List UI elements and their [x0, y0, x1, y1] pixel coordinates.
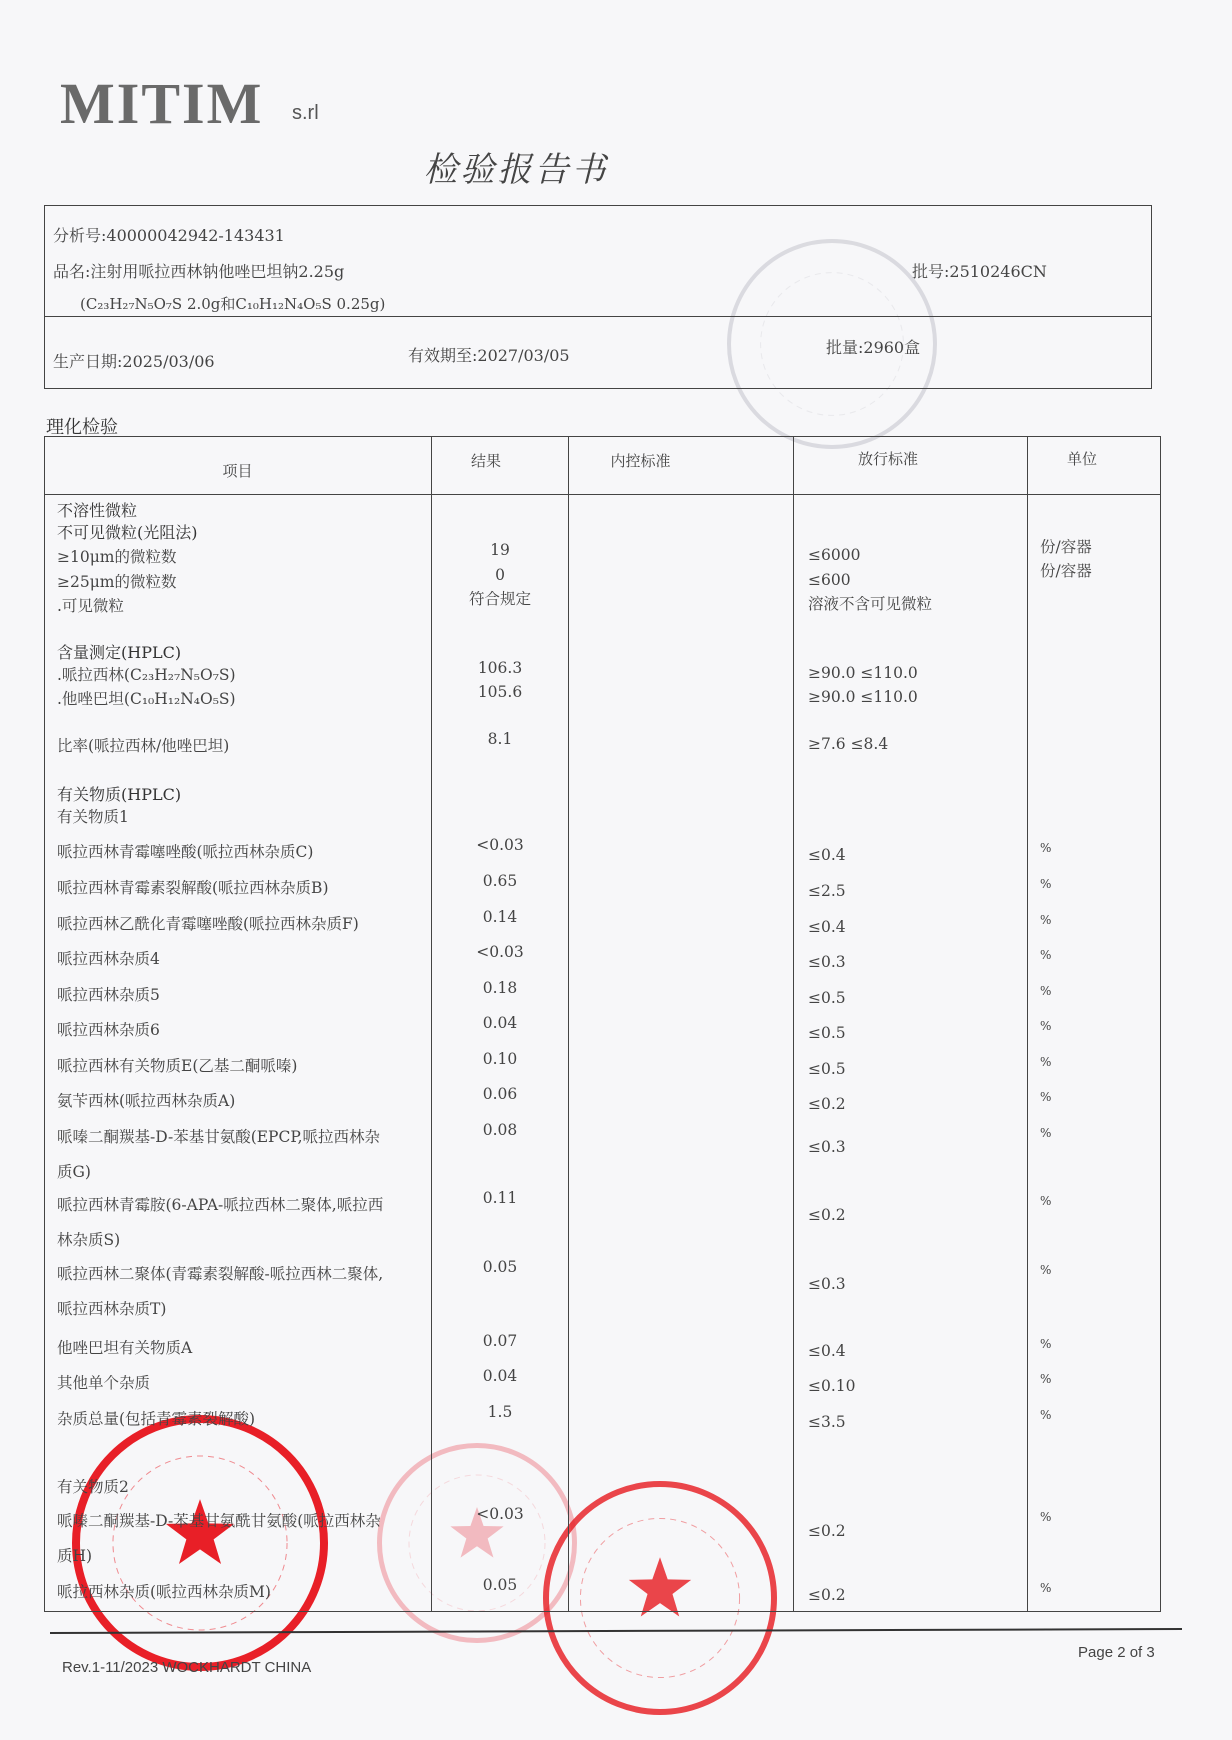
page-number: Page 2 of 3	[1078, 1644, 1155, 1661]
row-unit: %	[1040, 1126, 1052, 1140]
row-release-standard: ≤0.5	[808, 989, 846, 1007]
row-item-name: ≥25μm的微粒数	[57, 573, 177, 591]
row-item-name: 哌拉西林青霉噻唑酸(哌拉西林杂质C)	[57, 843, 314, 861]
company-logo-suffix: s.rl	[292, 102, 319, 124]
row-item-name: 哌拉西林杂质5	[57, 986, 160, 1004]
row-item-name: 哌拉西林杂质(哌拉西林杂质M)	[57, 1583, 271, 1601]
row-item-name: 林杂质S)	[57, 1231, 121, 1249]
section-title: 理化检验	[46, 417, 118, 438]
row-item-name: 哌拉西林杂质4	[57, 950, 160, 968]
row-unit: %	[1040, 984, 1052, 998]
row-item-name: 其他单个杂质	[57, 1374, 151, 1392]
batch-number: 批号:2510246CN	[912, 262, 1047, 281]
row-release-standard: ≤600	[808, 571, 851, 589]
row-release-standard: ≤0.10	[808, 1377, 856, 1395]
row-result: 0.05	[482, 1258, 518, 1276]
row-result: 0.08	[482, 1121, 518, 1139]
row-item-name: 杂质总量(包括青霉素裂解酸)	[57, 1410, 256, 1428]
row-unit: %	[1040, 1372, 1052, 1386]
row-unit: %	[1040, 841, 1052, 855]
row-release-standard: ≤0.3	[808, 1138, 846, 1156]
row-result: 0.04	[482, 1367, 518, 1385]
row-unit: %	[1040, 913, 1052, 927]
row-release-standard: ≤2.5	[808, 882, 846, 900]
row-release-standard: ≤0.5	[808, 1060, 846, 1078]
company-logo: MITIM	[60, 71, 264, 136]
row-group-label: 有关物质2	[57, 1478, 129, 1496]
row-unit: %	[1040, 1337, 1052, 1351]
row-unit: %	[1040, 1510, 1052, 1524]
row-item-name: 哌嗪二酮羰基-D-苯基甘氨酸(EPCP,哌拉西林杂	[57, 1128, 381, 1146]
expiry-date: 有效期至:2027/03/05	[408, 346, 570, 365]
row-unit: 份/容器	[1040, 538, 1092, 556]
row-unit: %	[1040, 1019, 1052, 1033]
row-item-name: 氨苄西林(哌拉西林杂质A)	[57, 1092, 236, 1110]
row-unit: %	[1040, 1408, 1052, 1422]
row-unit: %	[1040, 1581, 1052, 1595]
row-unit: %	[1040, 948, 1052, 962]
row-item-name: 质H)	[57, 1547, 93, 1565]
row-result: 8.1	[487, 730, 513, 748]
row-item-name: 哌拉西林杂质6	[57, 1021, 160, 1039]
analysis-number: 分析号:40000042942-143431	[53, 226, 285, 245]
row-release-standard: 溶液不含可见微粒	[808, 595, 933, 613]
page-title: 检验报告书	[423, 150, 609, 190]
row-item-name: .他唑巴坦(C₁₀H₁₂N₄O₅S)	[57, 690, 236, 708]
product-name: 品名:注射用哌拉西林钠他唑巴坦钠2.25g	[53, 262, 345, 281]
row-release-standard: ≤3.5	[808, 1413, 846, 1431]
row-unit: 份/容器	[1040, 562, 1092, 580]
row-result: <0.03	[476, 1505, 524, 1523]
row-result: 0.18	[482, 979, 518, 997]
column-divider	[1027, 436, 1028, 1611]
row-result: 0.07	[482, 1332, 518, 1350]
column-header-internal-standard: 内控标准	[610, 452, 671, 470]
column-header-release-standard: 放行标准	[857, 450, 918, 468]
batch-size: 批量:2960盒	[826, 338, 921, 357]
row-result: 0.14	[482, 908, 518, 926]
row-result: 0.65	[482, 872, 518, 890]
header-divider	[44, 316, 1152, 317]
row-release-standard: ≤0.2	[808, 1206, 846, 1224]
column-header-item: 项目	[222, 462, 253, 480]
row-release-standard: ≥90.0 ≤110.0	[808, 664, 918, 682]
row-group-label: 有关物质1	[57, 808, 129, 826]
row-item-name: 哌拉西林杂质T)	[57, 1300, 167, 1318]
row-release-standard: ≤0.4	[808, 918, 846, 936]
row-item-name: 哌拉西林青霉素裂解酸(哌拉西林杂质B)	[57, 879, 329, 897]
table-header-divider	[44, 494, 1161, 495]
column-header-result: 结果	[470, 452, 501, 470]
footer-revision: Rev.1-11/2023 WOCKHARDT CHINA	[62, 1659, 312, 1676]
row-result: 0.05	[482, 1576, 518, 1594]
row-result: 0.10	[482, 1050, 518, 1068]
row-result: 0.11	[482, 1189, 518, 1207]
row-release-standard: ≤0.5	[808, 1024, 846, 1042]
row-unit: %	[1040, 1263, 1052, 1277]
row-group-label: 不可见微粒(光阻法)	[57, 523, 198, 542]
row-release-standard: ≥90.0 ≤110.0	[808, 688, 918, 706]
row-group-label: 有关物质(HPLC)	[57, 785, 182, 804]
row-release-standard: ≤0.4	[808, 1342, 846, 1360]
row-release-standard: ≤0.3	[808, 1275, 846, 1293]
row-item-name: 哌拉西林二聚体(青霉素裂解酸-哌拉西林二聚体,	[57, 1265, 384, 1283]
row-item-name: 比率(哌拉西林/他唑巴坦)	[57, 737, 230, 755]
row-result: <0.03	[476, 943, 524, 961]
row-item-name: 质G)	[57, 1163, 91, 1181]
row-release-standard: ≥7.6 ≤8.4	[808, 735, 889, 753]
row-item-name: 他唑巴坦有关物质A	[57, 1339, 193, 1357]
row-result: 1.5	[487, 1403, 513, 1421]
column-divider	[431, 436, 432, 1611]
row-unit: %	[1040, 1090, 1052, 1104]
row-release-standard: ≤0.2	[808, 1522, 846, 1540]
column-divider	[793, 436, 794, 1611]
row-item-name: 哌拉西林有关物质E(乙基二酮哌嗪)	[57, 1057, 298, 1075]
production-date: 生产日期:2025/03/06	[53, 352, 215, 371]
row-item-name: 哌嗪二酮羰基-D-苯基甘氨酰甘氨酸(哌拉西林杂	[57, 1512, 381, 1530]
row-result: 0.06	[482, 1085, 518, 1103]
row-item-name: ≥10μm的微粒数	[57, 548, 177, 566]
row-release-standard: ≤6000	[808, 546, 861, 564]
row-item-name: .哌拉西林(C₂₃H₂₇N₅O₇S)	[57, 666, 236, 684]
row-item-name: 哌拉西林青霉胺(6-APA-哌拉西林二聚体,哌拉西	[57, 1196, 384, 1214]
row-result: 符合规定	[468, 590, 531, 608]
row-result: 19	[490, 541, 510, 559]
row-result: <0.03	[476, 836, 524, 854]
column-header-unit: 单位	[1066, 450, 1097, 468]
row-group-label: 不溶性微粒	[57, 501, 138, 520]
row-unit: %	[1040, 1194, 1052, 1208]
row-release-standard: ≤0.3	[808, 953, 846, 971]
row-item-name: .可见微粒	[57, 597, 124, 615]
column-divider	[568, 436, 569, 1611]
row-group-label: 含量测定(HPLC)	[57, 643, 182, 662]
row-release-standard: ≤0.2	[808, 1095, 846, 1113]
row-result: 106.3	[477, 659, 523, 677]
row-unit: %	[1040, 877, 1052, 891]
row-unit: %	[1040, 1055, 1052, 1069]
row-release-standard: ≤0.4	[808, 846, 846, 864]
row-result: 105.6	[477, 683, 523, 701]
product-formula: (C₂₃H₂₇N₅O₇S 2.0g和C₁₀H₁₂N₄O₅S 0.25g)	[80, 295, 386, 313]
row-result: 0	[495, 566, 505, 584]
row-item-name: 哌拉西林乙酰化青霉噻唑酸(哌拉西林杂质F)	[57, 915, 359, 933]
row-release-standard: ≤0.2	[808, 1586, 846, 1604]
row-result: 0.04	[482, 1014, 518, 1032]
results-table	[44, 436, 1161, 1612]
